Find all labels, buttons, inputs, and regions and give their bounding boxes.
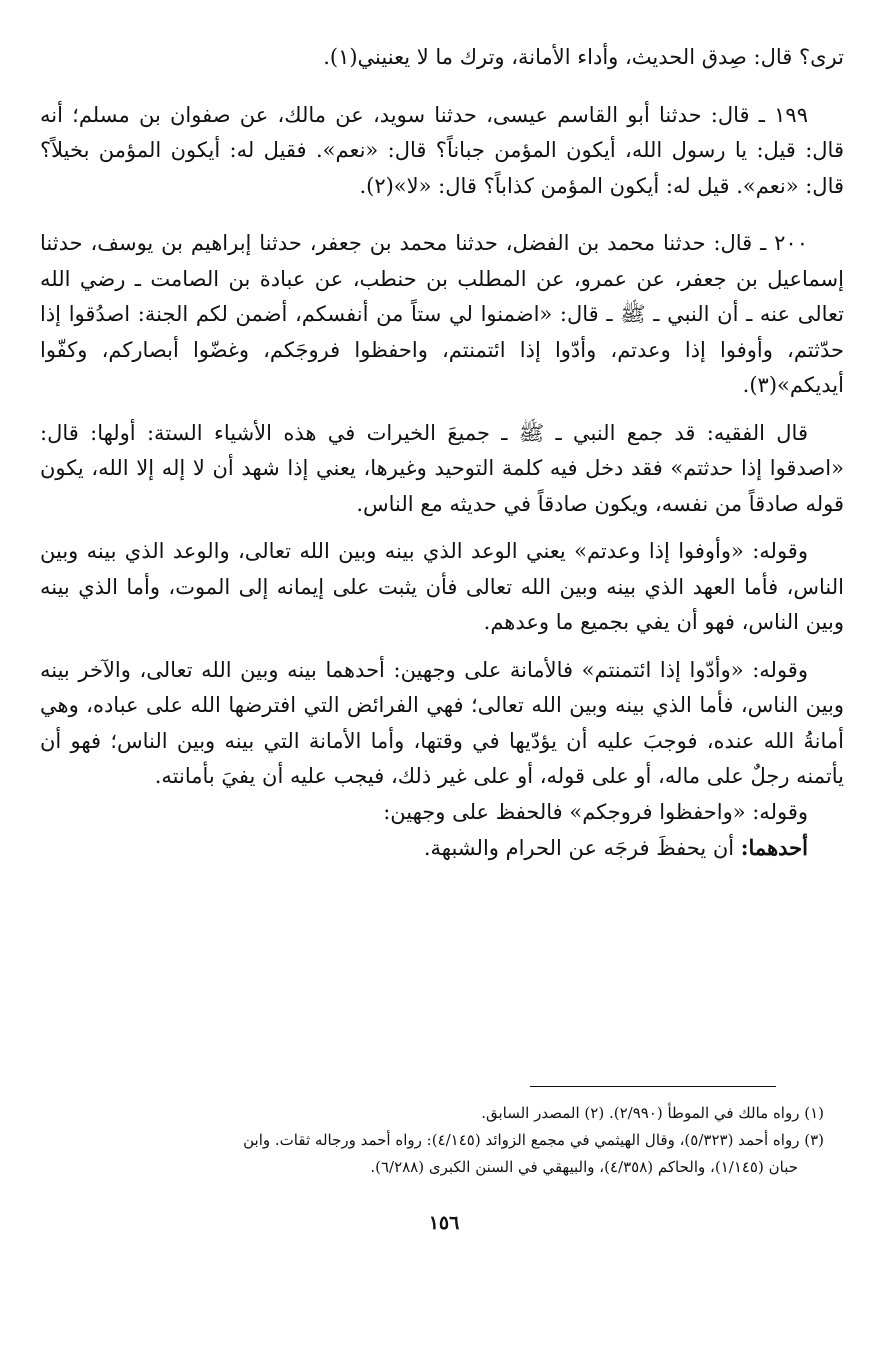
- page-number: ١٥٦: [428, 1212, 460, 1234]
- footnote-3-continued: حبان (١/١٤٥)، والحاكم (٤/٣٥٨)، والبيهقي في السنن الكبرى (٦/٢٨٨).: [370, 1158, 798, 1176]
- footnotes: [36, 1100, 824, 1181]
- footnote-1-2: (١) رواه مالك في الموطأ (٢/٩٩٠). (٢) المصدر السابق.: [481, 1104, 824, 1122]
- paragraph-fulfil-promises: وقوله: «وأوفوا إذا وعدتم» يعني الوعد الذي بينه وبين الله تعالى، والوعد الذي بينه وبين الناس، فأما العهد الذي بينه وبين الله تعالى فأن يثبت على إيمانه إلى الموت، وأما الذي بينه وبين الناس، فهو أن يفي بجميع ما وعدهم.: [40, 539, 844, 634]
- first-aspect-lead: أحدهما:: [740, 835, 808, 860]
- paragraph-trust: وقوله: «وأدّوا إذا ائتمنتم» فالأمانة على وجهين: أحدهما بينه وبين الله تعالى، والآخر بينه وبين الناس، فأما الذي بينه وبين الله تعالى؛ فهي الفرائض التي افترضها الله على عباده، وهي أمانةُ الله عنده، فوجبَ عليه أن يؤدّيها في وقتها، وأما الأمانة التي بينه وبين الناس؛ فهو أن يأتمنه رجلٌ على ماله، أو على قوله، أو على غير ذلك، فيجب عليه أن يفيَ بأمانته.: [40, 657, 844, 788]
- paragraph-guard-chastity: وقوله: «واحفظوا فروجكم» فالحفظ على وجهين:: [383, 799, 808, 824]
- paragraph-opening: ترى؟ قال: صِدق الحديث، وأداء الأمانة، وترك ما لا يعنيني(١).: [323, 45, 844, 69]
- paragraph-faqih-commentary: قال الفقيه: قد جمع النبي ـ ﷺ ـ جميعَ الخيرات في هذه الأشياء الستة: أولها: قال: «اصدقوا إذا حدثتم» فقد دخل فيه كلمة التوحيد وغيرها، يعني إذا شهد أن لا إله إلا الله، يكون قوله صادقاً من نفسه، ويكون صادقاً في حديثه مع الناس.: [40, 420, 844, 516]
- paragraph-hadith-200: ٢٠٠ ـ قال: حدثنا محمد بن الفضل، حدثنا محمد بن جعفر، حدثنا إبراهيم بن يوسف، حدثنا إسماعيل بن جعفر، عن عمرو، عن المطلب بن حنطب، عن عبادة بن الصامت ـ رضي الله تعالى عنه ـ أن النبي ـ ﷺ ـ قال: «اضمنوا لي ستاً من أنفسكم، أضمن لكم الجنة: اصدُقوا إذا حدّثتم، وأوفوا إذا وعدتم، وأدّوا إذا ائتمنتم، واحفظوا فروجَكم، وغضّوا أبصاركم، وكفّوا أيديكم»(٣).: [40, 231, 844, 397]
- footnote-3: (٣) رواه أحمد (٥/٣٢٣)، وقال الهيثمي في مجمع الزوائد (٤/١٤٥): رواه أحمد ورجاله ثقات. وابن: [243, 1131, 824, 1149]
- paragraph-hadith-199: ١٩٩ ـ قال: حدثنا أبو القاسم عيسى، حدثنا سويد، عن مالك، عن صفوان بن مسلم؛ أنه قال: قيل: يا رسول الله، أيكون المؤمن جباناً؟ قال: «نعم». فقيل له: أيكون المؤمن بخيلاً؟ قال: «نعم». قيل له: أيكون المؤمن كذاباً؟ قال: «لا»(٢).: [40, 102, 844, 198]
- first-aspect-text: أن يحفظَ فرجَه عن الحرام والشبهة.: [423, 836, 741, 860]
- footnote-separator: [530, 1086, 776, 1087]
- paragraph-first-aspect: [40, 830, 844, 867]
